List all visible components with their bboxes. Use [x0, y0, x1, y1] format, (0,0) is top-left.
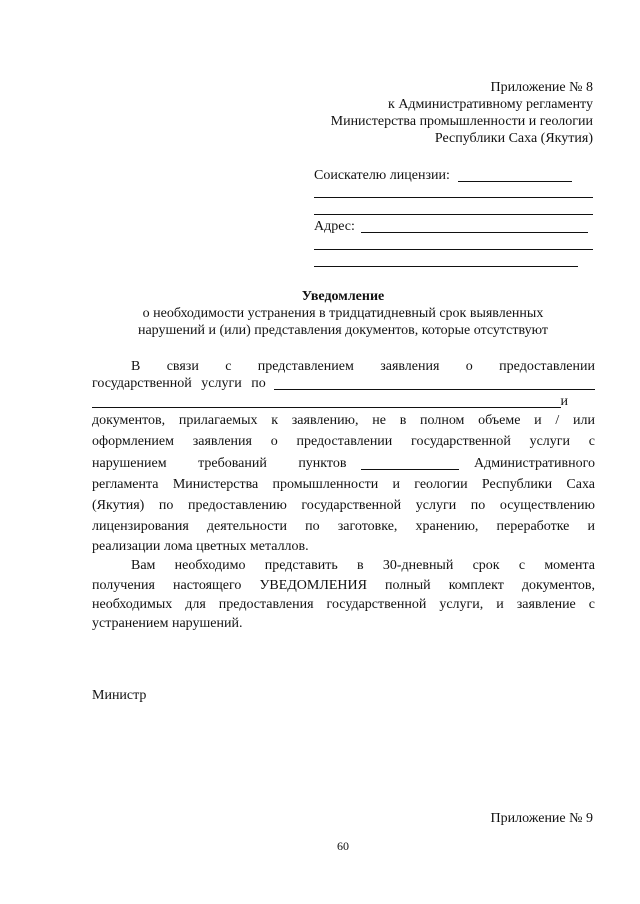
- appendix-reference-line: к Административному регламенту: [388, 97, 593, 112]
- notice-title: Уведомление: [301, 289, 385, 304]
- body-p1-line-7: регламента Министерства промышленности и геологии Республики Саха: [92, 477, 595, 492]
- notice-subtitle-line-1: о необходимости устранения в тридцатидневный срок выявленных: [142, 306, 544, 321]
- signature-label: Министр: [92, 688, 147, 703]
- appendix-title: Приложение № 8: [490, 80, 593, 95]
- administrative-text: Административного: [473, 456, 595, 471]
- body-p2-line-4: устранением нарушений.: [92, 616, 243, 631]
- page-number: 60: [337, 839, 349, 853]
- conjunction-and: и: [560, 394, 568, 409]
- body-p2-line-2: получения настоящего УВЕДОМЛЕНИЯ полный комплект документов,: [92, 578, 595, 593]
- address-blank-line: [361, 231, 588, 233]
- applicant-blank-line: [458, 180, 572, 182]
- service-blank-line-2: [92, 407, 561, 408]
- body-p2-line-1: Вам необходимо представить в 30-дневный срок с момента: [131, 558, 595, 573]
- body-p1-line-5: оформлением заявления о предоставлении государственной услуги с: [92, 434, 595, 449]
- body-p1-line-9: лицензирования деятельности по заготовке, хранению, переработке и: [92, 519, 595, 534]
- body-p1-line-6: [92, 455, 595, 472]
- applicant-blank-line-3: [314, 214, 593, 215]
- applicant-blank-line-2: [314, 197, 593, 198]
- republic-line: Республики Саха (Якутия): [434, 131, 593, 146]
- address-label: Адрес:: [314, 219, 355, 234]
- address-blank-line-2: [314, 249, 593, 250]
- body-p1-line-4: документов, прилагаемых к заявлению, не в полном объеме и / или: [92, 413, 595, 428]
- body-p1-line-8: (Якутия) по предоставлению государственной услуги по осуществлению: [92, 498, 595, 513]
- address-blank-line-3: [314, 266, 578, 267]
- service-label: государственной услуги по: [92, 376, 266, 391]
- notice-subtitle-line-2: нарушений и (или) представления документов, которые отсутствуют: [137, 323, 549, 338]
- applicant-label: Соискателю лицензии:: [314, 168, 450, 183]
- body-p2-line-3: необходимых для предоставления государственной услуги, и заявление с: [92, 597, 595, 612]
- address-field: [314, 218, 593, 235]
- clauses-blank-line: [361, 469, 459, 470]
- ministry-line: Министерства промышленности и геологии: [330, 114, 593, 129]
- requirements-text: нарушением требований пунктов: [92, 456, 347, 471]
- body-p1-line-10: реализации лома цветных металлов.: [92, 539, 309, 554]
- body-p1-line-2: [92, 375, 595, 392]
- next-appendix-title: Приложение № 9: [490, 811, 593, 826]
- body-p1-line-1: В связи с представлением заявления о предоставлении: [131, 359, 595, 374]
- applicant-field: [314, 167, 593, 184]
- service-blank-line: [274, 389, 595, 390]
- body-p1-line-3: [92, 393, 568, 410]
